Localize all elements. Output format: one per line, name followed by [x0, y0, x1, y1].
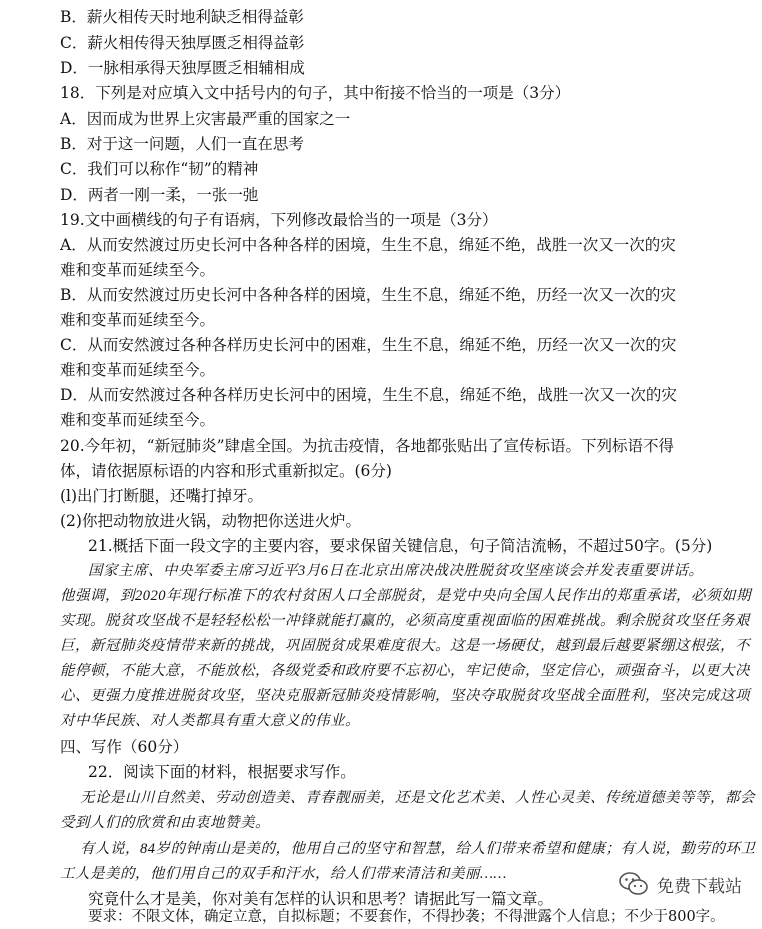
writing-requirements: 要求：不限文体，确定立意，自拟标题；不要套作，不得抄袭；不得泄露个人信息；不少于800字。 — [88, 909, 725, 925]
wechat-icon — [619, 871, 649, 897]
material-line: 工人是美的，他们用自己的双手和汗水，给人们带来清洁和美丽…… — [60, 866, 507, 882]
option-d-19: D．从而安然渡过各种各样历史长河中的困境，生生不息，绵延不绝，战胜一次又一次的灾 — [60, 386, 677, 404]
option-b-19: B．从而安然渡过历史长河中各种各样的困境，生生不息，绵延不绝，历经一次又一次的灾 — [60, 286, 676, 304]
footer-brand — [619, 871, 742, 897]
option-a-18: A．因而成为世界上灾害最严重的国家之一 — [60, 110, 351, 128]
passage-line: 对中华民族、对人类都具有重大意义的伟业。 — [60, 713, 360, 729]
option-a-19: A．从而安然渡过历史长河中各种各样的困境，生生不息，绵延不绝，战胜一次又一次的灾 — [60, 236, 676, 254]
option-c-17: C．薪火相传得天独厚匮乏相得益彰 — [60, 34, 305, 52]
passage-line: 国家主席、中央军委主席习近平3月6日在北京出席决战决胜脱贫攻坚座谈会并发表重要讲话。 — [88, 563, 704, 579]
question-20: 20.今年初，“新冠肺炎”肆虐全国。为抗击疫情，各地都张贴出了宣传标语。下列标语不得 — [60, 437, 675, 455]
option-d-19-cont: 难和变革而延续至今。 — [60, 411, 216, 429]
writing-prompt: 究竟什么才是美，你对美有怎样的认识和思考？请据此写一篇文章。 — [88, 890, 554, 908]
option-d-17: D．一脉相承得天独厚匮乏相辅相成 — [60, 59, 305, 77]
passage-line: 实现。脱贫攻坚战不是轻轻松松一冲锋就能打赢的，必须高度重视面临的困难挑战。剩余脱贫攻坚任务艰 — [60, 613, 750, 629]
option-c-18: C．我们可以称作“韧”的精神 — [60, 160, 259, 178]
passage-line: 能停顿，不能大意，不能放松，各级党委和政府要不忘初心，牢记使命，坚定信心，顽强奋斗，以更大决 — [60, 663, 750, 679]
option-d-18: D．两者一刚一柔，一张一弛 — [60, 186, 259, 204]
option-b-17: B．薪火相传天时地利缺乏相得益彰 — [60, 8, 304, 26]
option-b-18: B．对于这一问题，人们一直在思考 — [60, 135, 304, 153]
material-line: 有人说，84岁的钟南山是美的，他用自己的坚守和智慧，给人们带来希望和健康；有人说，勤劳的环卫 — [80, 841, 756, 857]
footer-brand-label: 免费下载站 — [657, 876, 742, 897]
option-c-19-cont: 难和变革而延续至今。 — [60, 361, 216, 379]
option-b-19-cont: 难和变革而延续至今。 — [60, 311, 216, 329]
slogan-1: (l)出门打断腿，还嘴打掉牙。 — [60, 487, 264, 505]
question-18: 18．下列是对应填入文中括号内的句子，其中衔接不恰当的一项是（3分） — [60, 84, 571, 102]
question-20-cont: 体，请依据原标语的内容和形式重新拟定。(6分) — [60, 462, 392, 480]
passage-line: 他强调，到2020年现行标准下的农村贫困人口全部脱贫，是党中央向全国人民作出的郑重承诺，必须如期 — [60, 588, 751, 604]
slogan-2: (2)你把动物放进火锅，动物把你送进火炉。 — [60, 512, 361, 530]
question-19: 19.文中画横线的句子有语病，下列修改最恰当的一项是（3分） — [60, 211, 498, 229]
option-c-19: C．从而安然渡过各种各样历史长河中的困难，生生不息，绵延不绝，历经一次又一次的灾 — [60, 336, 677, 354]
question-22: 22．阅读下面的材料，根据要求写作。 — [88, 763, 356, 781]
passage-line: 心、更强力度推进脱贫攻坚，坚决克服新冠肺炎疫情影响，坚决夺取脱贫攻坚战全面胜利，坚决完成这项 — [60, 688, 750, 704]
question-21: 21.概括下面一段文字的主要内容，要求保留关键信息，句子简洁流畅，不超过50字。(5分) — [88, 537, 713, 555]
section-writing-heading: 四、写作（60分） — [60, 738, 189, 756]
material-line: 受到人们的欣赏和由衷地赞美。 — [60, 815, 270, 831]
option-a-19-cont: 难和变革而延续至今。 — [60, 261, 216, 279]
passage-line: 巨，新冠肺炎疫情带来新的挑战，巩固脱贫成果难度很大。这是一场硬仗，越到最后越要紧绷这根弦，不 — [60, 638, 750, 654]
material-line: 无论是山川自然美、劳动创造美、青春靓丽美，还是文化艺术美、人性心灵美、传统道德美等等，都会 — [80, 790, 755, 806]
